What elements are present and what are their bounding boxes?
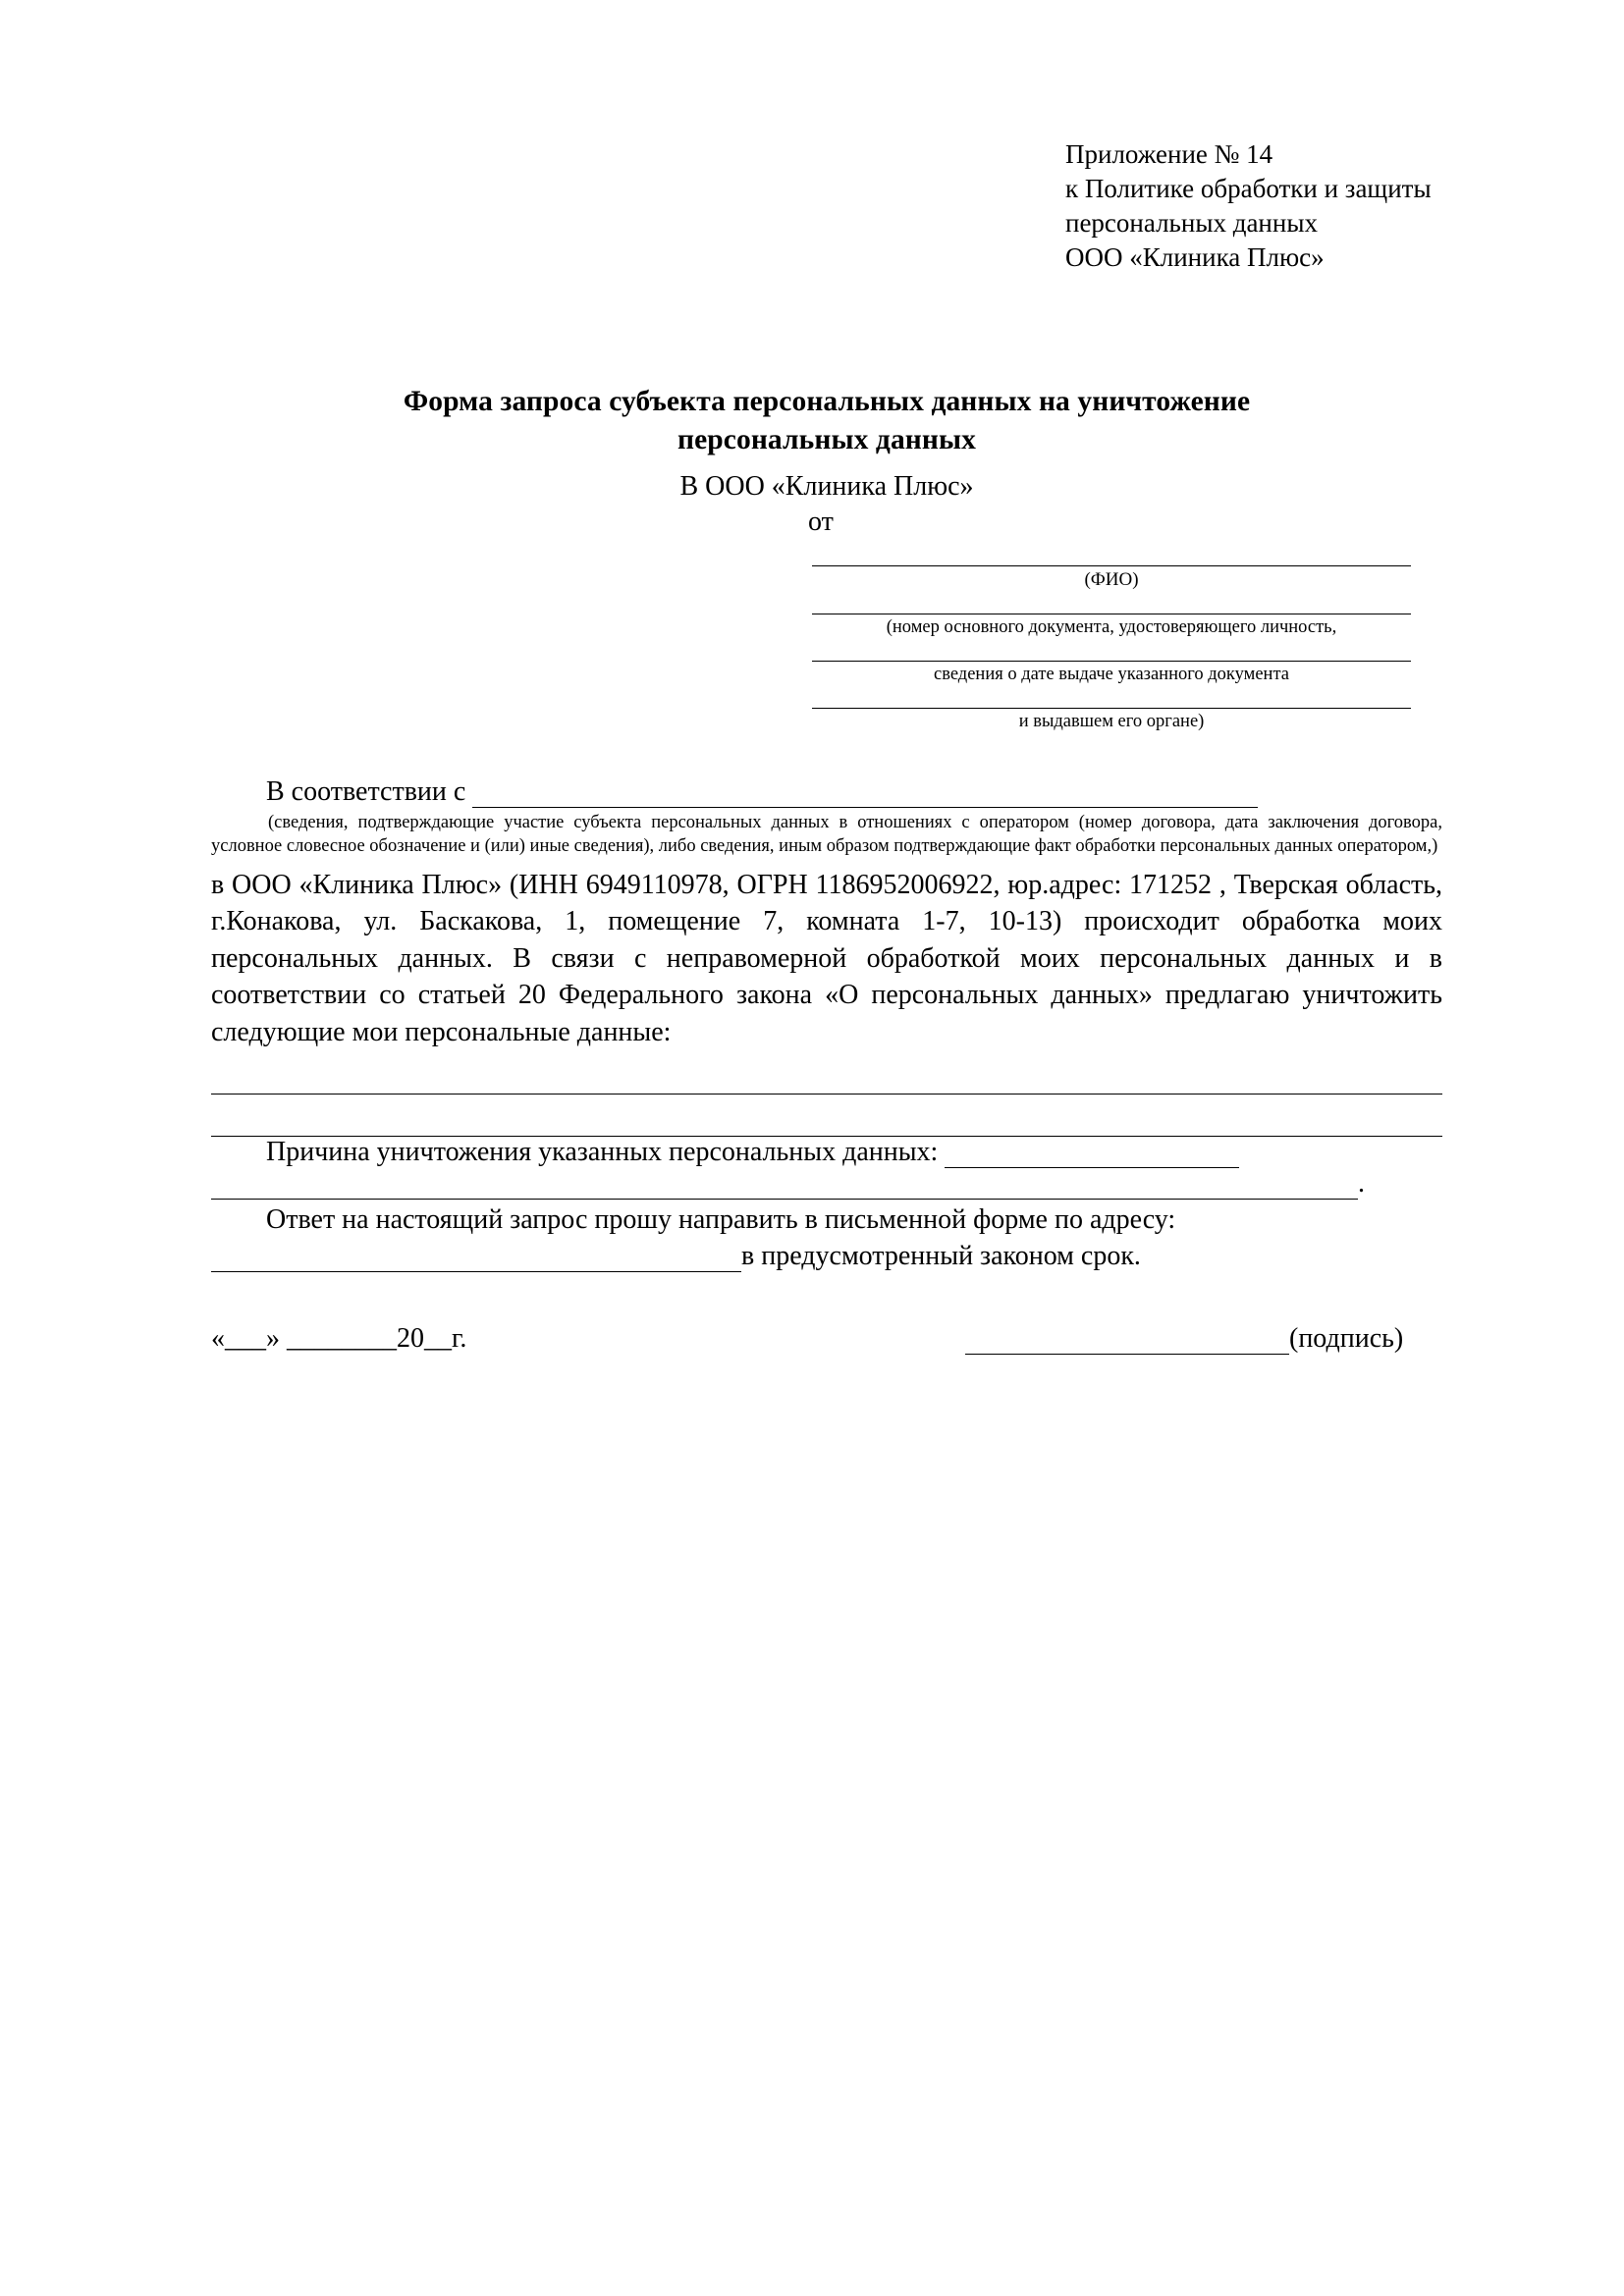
reason-input-line-1[interactable]: [945, 1142, 1239, 1168]
fio-caption: (ФИО): [1084, 569, 1139, 591]
appendix-organization: ООО «Клиника Плюс»: [1065, 242, 1325, 273]
in-accordance-label: В соответствии с: [266, 776, 466, 808]
document-body: [211, 776, 1442, 1362]
answer-paragraph-row: [211, 1201, 1442, 1239]
date-line[interactable]: «___» ________20__г.: [211, 1322, 467, 1354]
document-issuer-input-line[interactable]: [812, 686, 1411, 709]
fio-input-line[interactable]: [812, 540, 1411, 566]
reason-input-line-2[interactable]: [211, 1173, 1358, 1200]
reason-label: Причина уничтожения указанных персональных данных:: [266, 1137, 939, 1168]
applicant-fields: [812, 540, 1411, 733]
data-list-line-2[interactable]: [211, 1100, 1442, 1137]
address-input-line[interactable]: [211, 1246, 741, 1272]
note-text: (сведения, подтверждающие участие субъекта персональных данных в отношениях с оператором (номер договора, дата заключения договора, условное словесное обозначение и (или) иные сведения), либо сведения, иным образом подтверждающие факт обработки персональных данных оператором,): [211, 813, 1442, 857]
signature-label: (подпись): [1289, 1322, 1404, 1354]
deadline-tail: в предусмотренный законом срок.: [741, 1240, 1141, 1271]
answer-paragraph: Ответ на настоящий запрос прошу направить в письменной форме по адресу:: [266, 1204, 1176, 1236]
page-title-line-1: Форма запроса субъекта персональных данных на уничтожение: [403, 386, 1251, 418]
appendix-header: [1065, 137, 1442, 275]
main-paragraph: в ООО «Клиника Плюс» (ИНН 6949110978, ОГРН 1186952006922, юр.адрес: 171252 , Тверская область, г.Конакова, ул. Баскакова, 1, помещение 7, комната 1-7, 10-13) происходит обработка моих персональных данных. В связи с неправомерной обработкой моих персональных данных и в соответствии со статьей 20 Федерального закона «О персональных данных» предлагаю уничтожить следующие мои персональные данные:: [211, 869, 1442, 1047]
document-date-caption: сведения о дате выдаче указанного документа: [934, 665, 1289, 685]
appendix-number: Приложение № 14: [1065, 139, 1273, 169]
appendix-policy-line-1: к Политике обработки и защиты: [1065, 174, 1432, 204]
appendix-policy-line-2: персональных данных: [1065, 208, 1318, 239]
page-title-line-2: персональных данных: [677, 424, 976, 456]
document-date-input-line[interactable]: [812, 639, 1411, 662]
in-accordance-note: [211, 812, 1442, 858]
signature-input-line[interactable]: [965, 1330, 1289, 1355]
from-label: от: [808, 507, 834, 538]
document-number-caption: (номер основного документа, удостоверяющего личность,: [886, 617, 1337, 637]
reason-row: [211, 1137, 1442, 1168]
reason-tail-dot: .: [1358, 1168, 1365, 1200]
signature-block: [965, 1323, 1403, 1355]
address-row: [211, 1241, 1442, 1272]
in-accordance-row: [211, 776, 1442, 808]
document-number-input-line[interactable]: [812, 592, 1411, 614]
reason-tail-row: [211, 1168, 1442, 1200]
addressee-organization: В ООО «Клиника Плюс»: [679, 471, 974, 503]
data-list-line-1[interactable]: [211, 1056, 1442, 1095]
page-title: [211, 383, 1442, 459]
in-accordance-input-line[interactable]: [472, 781, 1258, 808]
document-issuer-caption: и выдавшем его органе): [1018, 712, 1205, 732]
signature-row: [211, 1323, 1442, 1362]
